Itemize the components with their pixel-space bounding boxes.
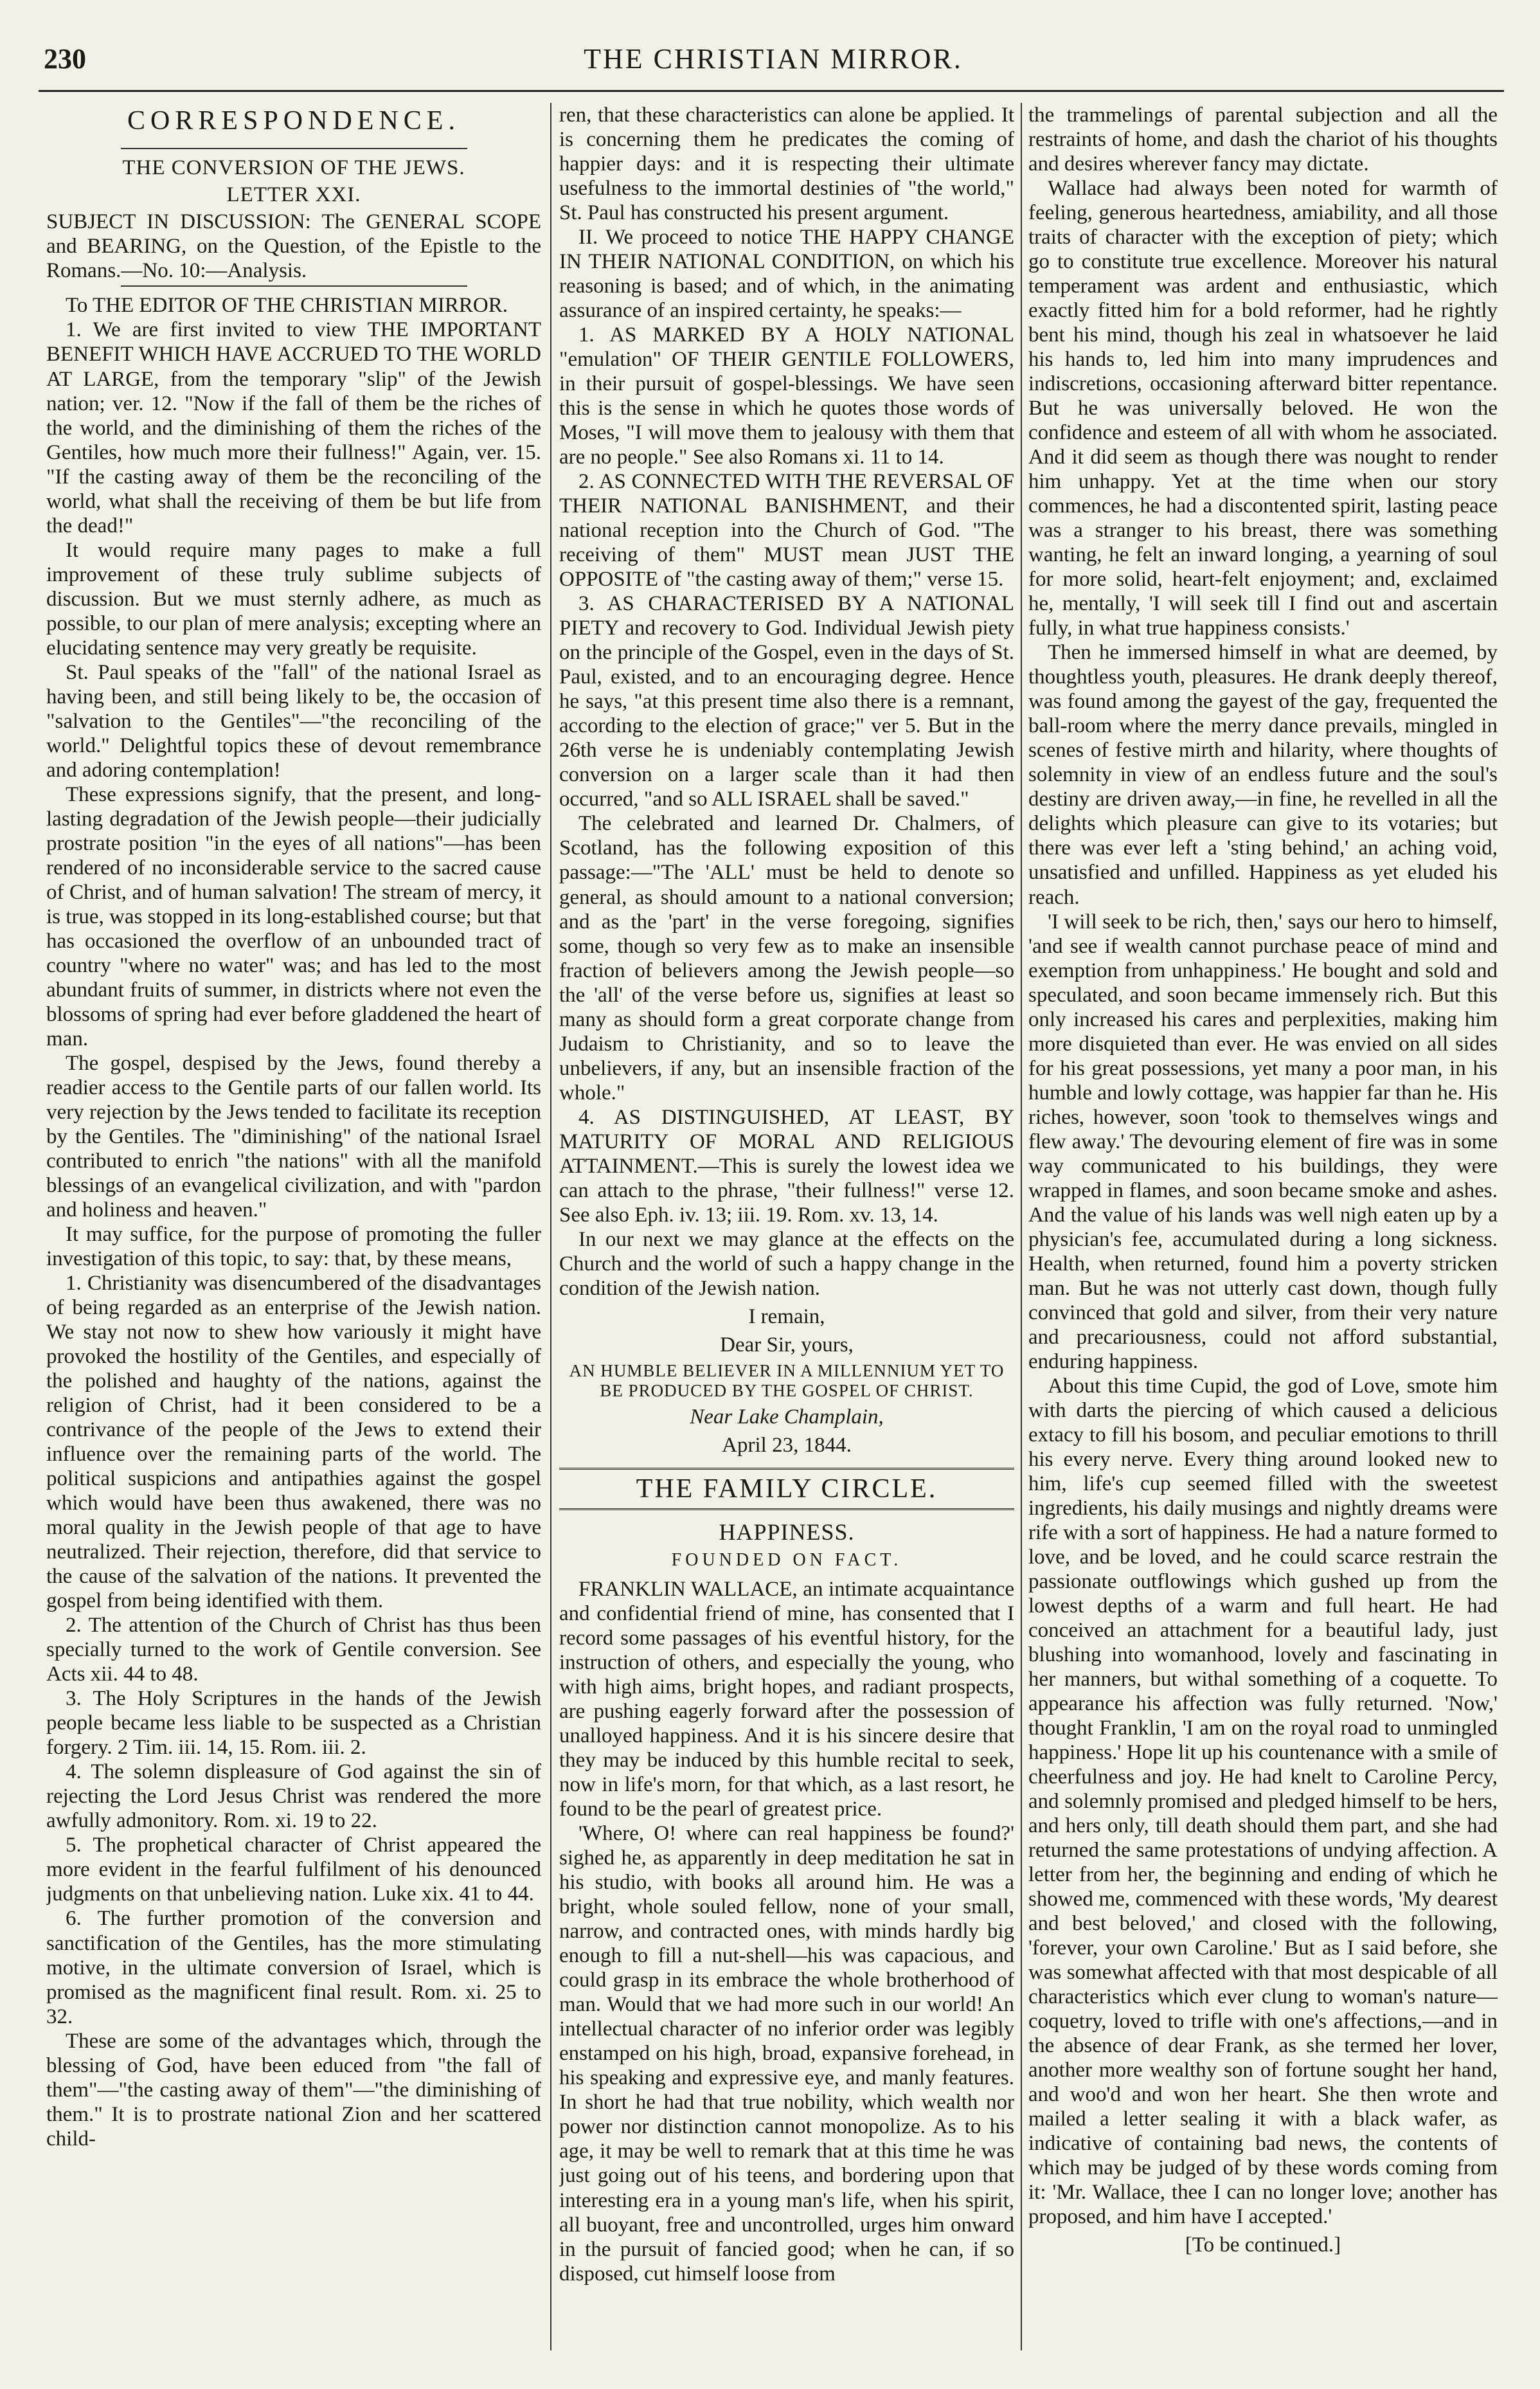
paragraph: 'Where, O! where can real happiness be found?' sighed he, as apparently in deep meditation he sat in his studio, with books all around him. He was a bright, whole souled fellow, none of your small, narrow, and contracted ones, with minds hardly big enough to fill a nut-shell—his was capacious, and could grasp in its embrace the whole brotherhood of man. Would that we had more such in our world! An intellectual character of no inferior order was legibly enstamped on his high, broad, expansive forehead, in his speaking and expressive eye, and manly features. In short he had that true nobility, which wealth nor power nor distinction cannot monopolize. As to his age, it may be well to remark that at this time he was just going out of his teens, and bordering upon that interesting era in a young man's life, when his spirit, all buoyant, free and uncontrolled, urges him onward in the pursuit of fancied good; when he can, if so disposed, cut himself loose from [559, 1822, 1014, 2285]
paragraph: 3. AS CHARACTERISED BY A NATIONAL PIETY and recovery to God. Individual Jewish piety on the principle of the Gospel, even in the days of St. Paul, existed, and to an encouraging degree. Hence he says, "at this present time also there is a remnant, according to the election of grace;" ver 5. But in the 26th verse he is undeniably contemplating Jewish conversion on a larger scale than it had then occurred, "and so ALL ISRAEL shall be saved." [559, 592, 1014, 811]
paragraph: ren, that these characteristics can alone be applied. It is concerning them he predicates the coming of happier days: and it is respecting their ultimate usefulness to the immortal destinies of "the world," St. Paul has constructed his present argument. [559, 104, 1014, 225]
paragraph: Wallace had always been noted for warmth of feeling, generous heartedness, amiability, and all those traits of character with the exception of piety; which go to constitute true excellence. Moreover his natural temperament was ardent and enthusiastic, which exactly fitted him for a bold reformer, had he rightly bent his mind, though his zeal in whatsoever he laid his hands to, led him into many imprudences and indiscretions, occasioning afterward bitter repentance. But he was universally beloved. He won the confidence and esteem of all with whom he associated. And it did seem as though there was nought to render him unhappy. Yet at the time when our story commences, he had a discontented spirit, lasting peace was a stranger to his breast, there was something wanting, he felt an inward longing, a yearning of soul for more solid, heart-felt enjoyment; and, exclaimed he, mentally, 'I will seek till I find out and ascertain fully, in what true happiness consists.' [1028, 177, 1498, 640]
closing-salutation: Dear Sir, yours, [720, 1333, 854, 1357]
column-divider [1021, 103, 1022, 2350]
column-1 [46, 103, 541, 2363]
paragraph: FRANKLIN WALLACE, an intimate acquaintance and confidential friend of mine, has consented that I record some passages of his eventful history, for the instruction of others, and especially the young, who with high aims, bright hopes, and radiant prospects, are pushing eagerly forward after the possession of unalloyed happiness. And it is his sincere desire that they may be induced by this humble recital to seek, now in life's morn, for that which, as a last resort, he found to be the pearl of greatest price. [559, 1578, 1014, 1821]
paragraph: 1. We are first invited to view THE IMPORTANT BENEFIT WHICH HAVE ACCRUED TO THE WORLD AT LARGE, from the temporary "slip" of the Jewish nation; ver. 12. "Now if the fall of them be the riches of the world, and the diminishing of them the riches of the Gentiles, how much more their fullness!" Again, ver. 15. "If the casting away of them be the reconciling of the world, what shall the receiving of them be but life from the dead!" [46, 318, 541, 537]
date: April 23, 1844. [722, 1434, 852, 1457]
paragraph: These expressions signify, that the present, and long-lasting degradation of the Jewish people—their judicially prostrate position "in the eyes of all nations"—has been rendered of no inconsiderable service to the sacred cause of Christ, and of human salvation! The stream of mercy, it is true, was stopped in its long-established course; but that has occasioned the overflow of an unbounded tract of country "where no water" was; and has led to the most abundant fruits of summer, in districts where not even the blossoms of spring had ever before gladdened the heart of man. [46, 782, 541, 1050]
paragraph: the trammelings of parental subjection and all the restraints of home, and dash the chariot of his thoughts and desires wherever fancy may dictate. [1028, 104, 1498, 176]
signature: AN HUMBLE BELIEVER IN A MILLENNIUM YET TO BE PRODUCED BY THE GOSPEL OF CHRIST. [569, 1360, 1005, 1400]
paragraph: 'I will seek to be rich, then,' says our hero to himself, 'and see if wealth cannot purchase peace of mind and exemption from unhappiness.' He bought and sold and speculated, and soon became immensely rich. But this only increased his cares and perplexities, making him more disquieted than ever. He was envied on all sides for his great possessions, yet many a poor man, in his humble and lowly cottage, was happier far than he. His riches, however, soon 'took to themselves wings and flew away.' The devouring element of fire was in some way communicated to his buildings, they were wrapped in flames, and soon became smoke and ashes. And the value of his lands was well nigh eaten up by a physician's fee, accumulated during a long sickness. Health, when returned, found him a poverty stricken man. But he was not utterly cast down, though fully convinced that gold and silver, from their very nature and precariousness, could not afford substantial, enduring happiness. [1028, 910, 1498, 1373]
column-2 [559, 103, 1014, 2363]
paragraph: It may suffice, for the purpose of promoting the fuller investigation of this topic, to say: that, by these means, [46, 1223, 541, 1271]
article-title: THE CONVERSION OF THE JEWS. [122, 156, 465, 180]
paragraph: 2. AS CONNECTED WITH THE REVERSAL OF THEIR NATIONAL BANISHMENT, and their national reception into the Church of God. "The receiving of them" MUST mean JUST THE OPPOSITE of "the casting away of them;" verse 15. [559, 470, 1014, 591]
paragraph: These are some of the advantages which, through the blessing of God, have been educed from "the fall of them"—"the casting away of them"—"the diminishing of them." It is to prostrate national Zion and her scattered child- [46, 2029, 541, 2150]
closing: I remain, [748, 1304, 825, 1328]
paragraph: 1. AS MARKED BY A HOLY NATIONAL "emulation" OF THEIR GENTILE FOLLOWERS, in their pursuit of gospel-blessings. We have seen this is the sense in which he quotes those words of Moses, "I will move them to jealousy with them that are no people." See also Romans xi. 11 to 14. [559, 323, 1014, 469]
paragraph: 2. The attention of the Church of Christ has thus been specially turned to the work of Gentile conversion. See Acts xii. 44 to 48. [46, 1614, 541, 1686]
paragraph: Then he immersed himself in what are deemed, by thoughtless youth, pleasures. He drank deeply thereof, was found among the gayest of the gay, frequented the ball-room where the merry dance prevails, mingled in scenes of festive mirth and hilarity, where thoughts of solemnity in view of an endless future and the soul's destiny are driven away,—in fine, he revelled in all the delights which pleasure can give to its votaries; but there was ever left a 'sting behind,' an aching void, unsatisfied and unfilled. Happiness as yet eluded his reach. [1028, 641, 1498, 909]
paragraph: 4. AS DISTINGUISHED, AT LEAST, BY MATURITY OF MORAL AND RELIGIOUS ATTAINMENT.—This is surely the lowest idea we can attach to the phrase, "their fullness!" verse 12. See also Eph. iv. 13; iii. 19. Rom. xv. 13, 14. [559, 1105, 1014, 1227]
paragraph: 6. The further promotion of the conversion and sanctification of the Gentiles, has the more stimulating motive, in the ultimate conversion of Israel, which is promised as the magnificent final result. Rom. xi. 25 to 32. [46, 1907, 541, 2028]
paragraph: 4. The solemn displeasure of God against the sin of rejecting the Lord Jesus Christ was rendered the more awfully admonitory. Rom. xi. 19 to 22. [46, 1760, 541, 1833]
paragraph: 5. The prophetical character of Christ appeared the more evident in the fearful fulfilment of his denounced judgments on that unbelieving nation. Luke xix. 41 to 44. [46, 1834, 541, 1906]
story-subtitle: FOUNDED ON FACT. [671, 1549, 902, 1570]
header-rule [39, 90, 1504, 92]
paragraph: It would require many pages to make a full improvement of these truly sublime subjects of discussion. But we must sternly adhere, as much as possible, to our plan of mere analysis; excepting where an elucidating sentence may very greatly be requisite. [46, 538, 541, 660]
paragraph: II. We proceed to notice THE HAPPY CHANGE IN THEIR NATIONAL CONDITION, on which his reasoning is based; and of which, in the animating assurance of an inspired certainty, he speaks:— [559, 226, 1014, 323]
story-title: HAPPINESS. [719, 1519, 855, 1546]
place: Near Lake Champlain, [690, 1405, 884, 1429]
family-circle-section-title: THE FAMILY CIRCLE. [559, 1468, 1014, 1510]
paragraph: The gospel, despised by the Jews, found thereby a readier access to the Gentile parts of our fallen world. Its very rejection by the Jews tended to facilitate its reception by the Gentiles. The "diminishing" of the national Israel contributed to enrich "the nations" with all the manifold blessings of an evangelical civilization, and with "pardon and holiness and heaven." [46, 1051, 541, 1222]
running-head [44, 42, 1503, 87]
paragraph: St. Paul speaks of the "fall" of the national Israel as having been, and still being likely to be, the occasion of "salvation to the Gentiles"—"the reconciling of the world." Delightful topics these of devout remembrance and adoring contemplation! [46, 660, 541, 782]
paragraph: 1. Christianity was disencumbered of the disadvantages of being regarded as an enterprise of the Jewish nation. We stay not now to shew how variously it might have provoked the hostility of the Gentiles, and especially of the polished and haughty of the nations, against the religion of Christ, had it been considered to be a contrivance of the people of the Jews to extend their influence over the remaining parts of the world. The political suspicions and antipathies against the gospel which would have been thus awakened, there was no moral quality in the Jewish people of that age to have neutralized. Their rejection, therefore, did that service to the cause of the salvation of the nations. It prevented the gospel from being identified with them. [46, 1272, 541, 1613]
divider [121, 285, 467, 287]
correspondence-section-title: CORRESPONDENCE. [127, 106, 460, 136]
journal-title: THE CHRISTIAN MIRROR. [584, 43, 963, 75]
paragraph: The celebrated and learned Dr. Chalmers, of Scotland, has the following exposition of this passage:—"The 'ALL' must be held to denote so general, as should amount to a national conversion; and as the 'part' in the verse foregoing, signifies some, though so very few as to make an insensible fraction of believers among the Jewish people—so the 'all' of the verse before us, signifies at least so many as should form a great corporate change from Judaism to Christianity, and so to leave the unbelievers, if any, but an insensible fraction of the whole." [559, 812, 1014, 1104]
divider [121, 148, 467, 149]
paragraph: In our next we may glance at the effects on the Church and the world of such a happy change in the condition of the Jewish nation. [559, 1227, 1014, 1300]
page-number: 230 [44, 43, 86, 75]
column-divider [550, 103, 551, 2350]
column-3 [1028, 103, 1498, 2363]
salutation: To THE EDITOR OF THE CHRISTIAN MIRROR. [66, 294, 508, 318]
paragraph: 3. The Holy Scriptures in the hands of the Jewish people became less liable to be suspected as a Christian forgery. 2 Tim. iii. 14, 15. Rom. iii. 2. [46, 1687, 541, 1760]
letter-number: LETTER XXI. [226, 183, 361, 207]
continuation-note: [To be continued.] [1185, 2233, 1341, 2257]
paragraph: About this time Cupid, the god of Love, smote him with darts the piercing of which caused a delicious extacy to fill his bosom, and peculiar emotions to thrill his every nerve. Every thing around looked new to him, life's cup seemed filled with the sweetest ingredients, his daily musings and nightly dreams were rife with a sort of happiness. He had a nature formed to love, and be loved, and he could scarce restrain the passionate outflowings which gushed up from the lowest depths of a warm and full heart. He had conceived an attachment for a beautiful lady, just blushing into womanhood, lovely and fascinating in her manners, but withal something of a coquette. To appearance his affection was fully returned. 'Now,' thought Franklin, 'I am on the royal road to unmingled happiness.' Hope lit up his countenance with a smile of cheerfulness and joy. He had knelt to Caroline Percy, and solemnly promised and pledged himself to be hers, and hers only, till death should them part, and she had returned the same protestations of undying affection. A letter from her, the beginning and ending of which he showed me, commenced with these words, 'My dearest and best beloved,' and closed with the following, 'forever, your own Caroline.' But as I said before, she was somewhat affected with that most despicable of all characteristics which ever clung to woman's nature—coquetry, loved to trifle with one's affections,—and in the absence of dear Frank, as she termed her lover, another more wealthy son of fortune sought her hand, and woo'd and won her heart. She then wrote and mailed a letter sealing it with a black wafer, as indicative of containing bad news, the contents of which may be judged of by these words coming from it: 'Mr. Wallace, thee I can no longer love; another has proposed, and him have I accepted.' [1028, 1374, 1498, 2229]
subject-line: SUBJECT IN DISCUSSION: The GENERAL SCOPE and BEARING, on the Question, of the Epistle to the Romans.—No. 10:—Analysis. [46, 210, 541, 283]
